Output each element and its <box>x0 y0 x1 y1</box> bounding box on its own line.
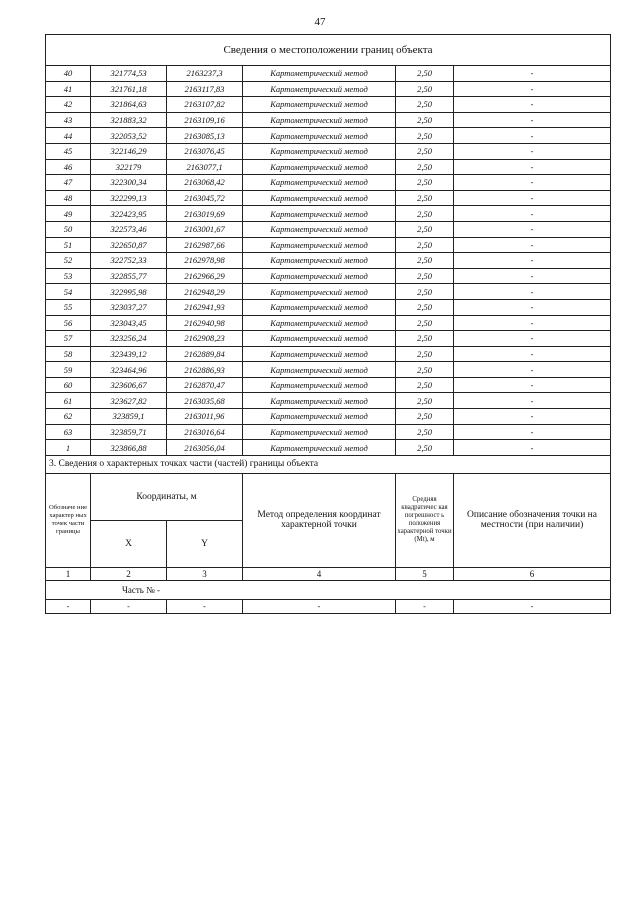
cell-y: 2163107,82 <box>167 97 243 113</box>
cell-desc: - <box>454 253 611 269</box>
cell-mt: 2,50 <box>396 315 454 331</box>
cell-mt: 2,50 <box>396 143 454 159</box>
cell-n: 42 <box>46 97 91 113</box>
cell-y: 2162948,29 <box>167 284 243 300</box>
cell-x: 322299,13 <box>91 190 167 206</box>
cell-n: 47 <box>46 175 91 191</box>
cell-n: 40 <box>46 66 91 82</box>
cell-method: Картометрический метод <box>243 409 396 425</box>
cell-y: 2163035,68 <box>167 393 243 409</box>
cell-x: 322179 <box>91 159 167 175</box>
cell-y: 2162941,93 <box>167 299 243 315</box>
empty-cell: - <box>454 599 611 613</box>
table-row <box>46 346 611 362</box>
cell-desc: - <box>454 221 611 237</box>
empty-cell: - <box>46 599 91 613</box>
cell-method: Картометрический метод <box>243 206 396 222</box>
cell-method: Картометрический метод <box>243 331 396 347</box>
cell-x: 323464,96 <box>91 362 167 378</box>
cell-desc: - <box>454 362 611 378</box>
cell-x: 321864,63 <box>91 97 167 113</box>
cell-n: 49 <box>46 206 91 222</box>
cell-n: 59 <box>46 362 91 378</box>
section3-title-row <box>46 456 611 474</box>
table-row <box>46 393 611 409</box>
cell-x: 321883,32 <box>91 112 167 128</box>
section3-header-row <box>46 473 611 520</box>
header-y: Y <box>167 520 243 567</box>
cell-desc: - <box>454 424 611 440</box>
column-number: 1 <box>46 567 91 580</box>
cell-n: 55 <box>46 299 91 315</box>
cell-y: 2163045,72 <box>167 190 243 206</box>
cell-n: 51 <box>46 237 91 253</box>
cell-mt: 2,50 <box>396 206 454 222</box>
cell-x: 322423,95 <box>91 206 167 222</box>
cell-y: 2163016,64 <box>167 424 243 440</box>
cell-desc: - <box>454 175 611 191</box>
cell-x: 323037,27 <box>91 299 167 315</box>
cell-n: 46 <box>46 159 91 175</box>
cell-mt: 2,50 <box>396 284 454 300</box>
cell-y: 2163019,69 <box>167 206 243 222</box>
boundary-table <box>45 34 611 456</box>
table-row <box>46 377 611 393</box>
column-number: 5 <box>396 567 454 580</box>
cell-mt: 2,50 <box>396 159 454 175</box>
cell-x: 323256,24 <box>91 331 167 347</box>
cell-desc: - <box>454 159 611 175</box>
table-row <box>46 159 611 175</box>
cell-x: 322752,33 <box>91 253 167 269</box>
cell-method: Картометрический метод <box>243 440 396 456</box>
cell-mt: 2,50 <box>396 331 454 347</box>
table-row <box>46 221 611 237</box>
table-row <box>46 112 611 128</box>
empty-cell: - <box>91 599 167 613</box>
cell-n: 45 <box>46 143 91 159</box>
header-mt: Средняя квадратичес кая погрешност ь положения характерной точки (Мt), м <box>396 473 454 567</box>
empty-cell: - <box>396 599 454 613</box>
cell-y: 2162886,93 <box>167 362 243 378</box>
cell-mt: 2,50 <box>396 190 454 206</box>
cell-method: Картометрический метод <box>243 128 396 144</box>
cell-n: 43 <box>46 112 91 128</box>
table-row <box>46 299 611 315</box>
cell-x: 322300,34 <box>91 175 167 191</box>
cell-n: 52 <box>46 253 91 269</box>
table-row <box>46 128 611 144</box>
cell-x: 323859,71 <box>91 424 167 440</box>
cell-mt: 2,50 <box>396 175 454 191</box>
header-method: Метод определения координат характерной точки <box>243 473 396 567</box>
table-row <box>46 268 611 284</box>
cell-desc: - <box>454 206 611 222</box>
cell-y: 2163085,13 <box>167 128 243 144</box>
header-point-designation: Обозначе ние характер ных точек части границы <box>46 473 91 567</box>
column-number-row <box>46 567 611 580</box>
cell-y: 2162978,98 <box>167 253 243 269</box>
table-row <box>46 81 611 97</box>
table-row <box>46 175 611 191</box>
cell-mt: 2,50 <box>396 409 454 425</box>
part-row <box>46 580 611 599</box>
cell-n: 44 <box>46 128 91 144</box>
cell-method: Картометрический метод <box>243 237 396 253</box>
cell-desc: - <box>454 409 611 425</box>
cell-desc: - <box>454 237 611 253</box>
cell-x: 322855,77 <box>91 268 167 284</box>
cell-y: 2163001,67 <box>167 221 243 237</box>
cell-y: 2163109,16 <box>167 112 243 128</box>
header-description: Описание обозначения точки на местности (при наличии) <box>454 473 611 567</box>
cell-x: 321761,18 <box>91 81 167 97</box>
cell-desc: - <box>454 190 611 206</box>
cell-x: 322053,52 <box>91 128 167 144</box>
cell-y: 2162870,47 <box>167 377 243 393</box>
cell-desc: - <box>454 97 611 113</box>
cell-desc: - <box>454 112 611 128</box>
section-title: Сведения о местоположении границ объекта <box>46 35 611 66</box>
column-number: 2 <box>91 567 167 580</box>
page-number: 47 <box>314 16 326 28</box>
cell-mt: 2,50 <box>396 97 454 113</box>
cell-method: Картометрический метод <box>243 190 396 206</box>
document-table-wrap <box>45 34 610 614</box>
cell-desc: - <box>454 331 611 347</box>
section3-table <box>45 456 611 614</box>
cell-n: 56 <box>46 315 91 331</box>
cell-desc: - <box>454 440 611 456</box>
cell-x: 323866,88 <box>91 440 167 456</box>
empty-cell: - <box>243 599 396 613</box>
cell-method: Картометрический метод <box>243 377 396 393</box>
cell-x: 322650,87 <box>91 237 167 253</box>
table-row <box>46 253 611 269</box>
cell-method: Картометрический метод <box>243 81 396 97</box>
cell-x: 322995,98 <box>91 284 167 300</box>
cell-desc: - <box>454 81 611 97</box>
cell-desc: - <box>454 143 611 159</box>
cell-y: 2163117,83 <box>167 81 243 97</box>
table-row <box>46 362 611 378</box>
column-number: 3 <box>167 567 243 580</box>
cell-y: 2163077,1 <box>167 159 243 175</box>
part-label: Часть № - <box>122 584 160 595</box>
cell-desc: - <box>454 268 611 284</box>
cell-mt: 2,50 <box>396 268 454 284</box>
cell-desc: - <box>454 66 611 82</box>
cell-n: 58 <box>46 346 91 362</box>
cell-method: Картометрический метод <box>243 66 396 82</box>
table-row <box>46 315 611 331</box>
cell-method: Картометрический метод <box>243 284 396 300</box>
cell-mt: 2,50 <box>396 377 454 393</box>
cell-mt: 2,50 <box>396 253 454 269</box>
table-row <box>46 66 611 82</box>
cell-method: Картометрический метод <box>243 268 396 284</box>
cell-n: 57 <box>46 331 91 347</box>
cell-x: 322146,29 <box>91 143 167 159</box>
cell-y: 2163237,3 <box>167 66 243 82</box>
section3-title: 3. Сведения о характерных точках части (частей) границы объекта <box>46 456 611 474</box>
cell-y: 2162987,66 <box>167 237 243 253</box>
table-row <box>46 190 611 206</box>
header-x: X <box>91 520 167 567</box>
cell-y: 2162889,84 <box>167 346 243 362</box>
cell-method: Картометрический метод <box>243 424 396 440</box>
cell-n: 1 <box>46 440 91 456</box>
cell-mt: 2,50 <box>396 237 454 253</box>
cell-x: 323439,12 <box>91 346 167 362</box>
cell-method: Картометрический метод <box>243 175 396 191</box>
cell-mt: 2,50 <box>396 346 454 362</box>
empty-cell: - <box>167 599 243 613</box>
cell-desc: - <box>454 284 611 300</box>
cell-mt: 2,50 <box>396 112 454 128</box>
cell-method: Картометрический метод <box>243 159 396 175</box>
cell-y: 2162966,29 <box>167 268 243 284</box>
cell-n: 48 <box>46 190 91 206</box>
cell-method: Картометрический метод <box>243 112 396 128</box>
cell-mt: 2,50 <box>396 440 454 456</box>
cell-desc: - <box>454 128 611 144</box>
cell-y: 2163011,96 <box>167 409 243 425</box>
table-row <box>46 143 611 159</box>
section-title-row <box>46 35 611 66</box>
cell-n: 50 <box>46 221 91 237</box>
cell-n: 53 <box>46 268 91 284</box>
cell-n: 60 <box>46 377 91 393</box>
cell-desc: - <box>454 346 611 362</box>
cell-method: Картометрический метод <box>243 393 396 409</box>
cell-y: 2163076,45 <box>167 143 243 159</box>
cell-n: 63 <box>46 424 91 440</box>
cell-n: 54 <box>46 284 91 300</box>
column-number: 6 <box>454 567 611 580</box>
cell-x: 323859,1 <box>91 409 167 425</box>
table-row <box>46 440 611 456</box>
cell-mt: 2,50 <box>396 299 454 315</box>
table-row <box>46 97 611 113</box>
table-row <box>46 424 611 440</box>
cell-method: Картометрический метод <box>243 315 396 331</box>
cell-method: Картометрический метод <box>243 346 396 362</box>
cell-desc: - <box>454 377 611 393</box>
cell-y: 2163056,04 <box>167 440 243 456</box>
cell-y: 2163068,42 <box>167 175 243 191</box>
cell-desc: - <box>454 299 611 315</box>
cell-x: 323627,82 <box>91 393 167 409</box>
cell-mt: 2,50 <box>396 424 454 440</box>
cell-n: 41 <box>46 81 91 97</box>
cell-x: 323043,45 <box>91 315 167 331</box>
table-row <box>46 331 611 347</box>
cell-n: 61 <box>46 393 91 409</box>
cell-x: 322573,46 <box>91 221 167 237</box>
cell-method: Картометрический метод <box>243 97 396 113</box>
table-row <box>46 237 611 253</box>
cell-y: 2162940,98 <box>167 315 243 331</box>
cell-method: Картометрический метод <box>243 299 396 315</box>
cell-method: Картометрический метод <box>243 362 396 378</box>
cell-method: Картометрический метод <box>243 143 396 159</box>
empty-row <box>46 599 611 613</box>
cell-y: 2162908,23 <box>167 331 243 347</box>
cell-n: 62 <box>46 409 91 425</box>
table-row <box>46 284 611 300</box>
table-row <box>46 409 611 425</box>
cell-mt: 2,50 <box>396 362 454 378</box>
cell-mt: 2,50 <box>396 221 454 237</box>
cell-desc: - <box>454 315 611 331</box>
cell-method: Картометрический метод <box>243 221 396 237</box>
cell-mt: 2,50 <box>396 66 454 82</box>
table-row <box>46 206 611 222</box>
cell-x: 323606,67 <box>91 377 167 393</box>
cell-x: 321774,53 <box>91 66 167 82</box>
cell-mt: 2,50 <box>396 128 454 144</box>
cell-mt: 2,50 <box>396 81 454 97</box>
column-number: 4 <box>243 567 396 580</box>
header-coordinates: Координаты, м <box>91 473 243 520</box>
cell-method: Картометрический метод <box>243 253 396 269</box>
cell-mt: 2,50 <box>396 393 454 409</box>
cell-desc: - <box>454 393 611 409</box>
